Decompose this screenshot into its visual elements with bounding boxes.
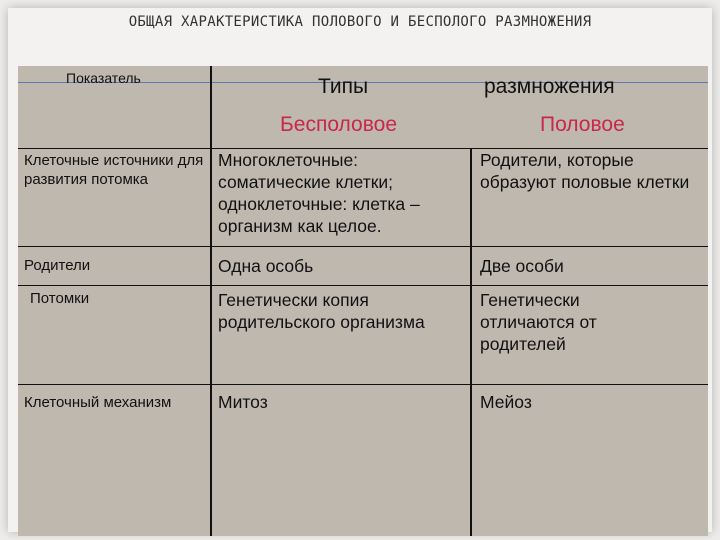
row-3-label: Потомки [30,290,90,307]
row-divider-1 [18,246,708,247]
column-divider-1 [210,66,212,536]
row-1-label: Клеточные источники для развития потомка [24,152,204,188]
row-4-sexual: Мейоз [480,392,532,412]
row-2-asexual: Одна особь [218,256,314,276]
header-indicator: Показатель [66,70,141,86]
row-divider-header [18,148,708,149]
row-4-asexual: Митоз [218,392,268,412]
row-1-sexual: Родители, которые образуют половые клетки [480,150,690,192]
row-2-sexual: Две особи [480,256,564,276]
header-asexual: Бесполовое [280,113,397,136]
header-types-right: размножения [484,75,615,98]
row-3-sexual: Генетически отличаются от родителей [480,290,597,354]
header-sexual: Половое [540,113,625,136]
page-title: ОБЩАЯ ХАРАКТЕРИСТИКА ПОЛОВОГО И БЕСПОЛОГО РАЗМНОЖЕНИЯ [128,14,592,30]
column-divider-2 [470,148,472,536]
row-divider-3 [18,384,708,385]
row-2-label: Родители [24,257,91,274]
row-4-label: Клеточный механизм [24,394,172,411]
row-divider-2 [18,285,708,286]
row-3-asexual: Генетически копия родительского организма [218,290,425,332]
header-types-left: Типы [318,75,369,98]
comparison-table [18,66,708,536]
row-1-asexual: Многоклеточные: соматические клетки; одноклеточные: клетка – организм как целое. [218,150,420,236]
header-underline-right [212,82,708,83]
